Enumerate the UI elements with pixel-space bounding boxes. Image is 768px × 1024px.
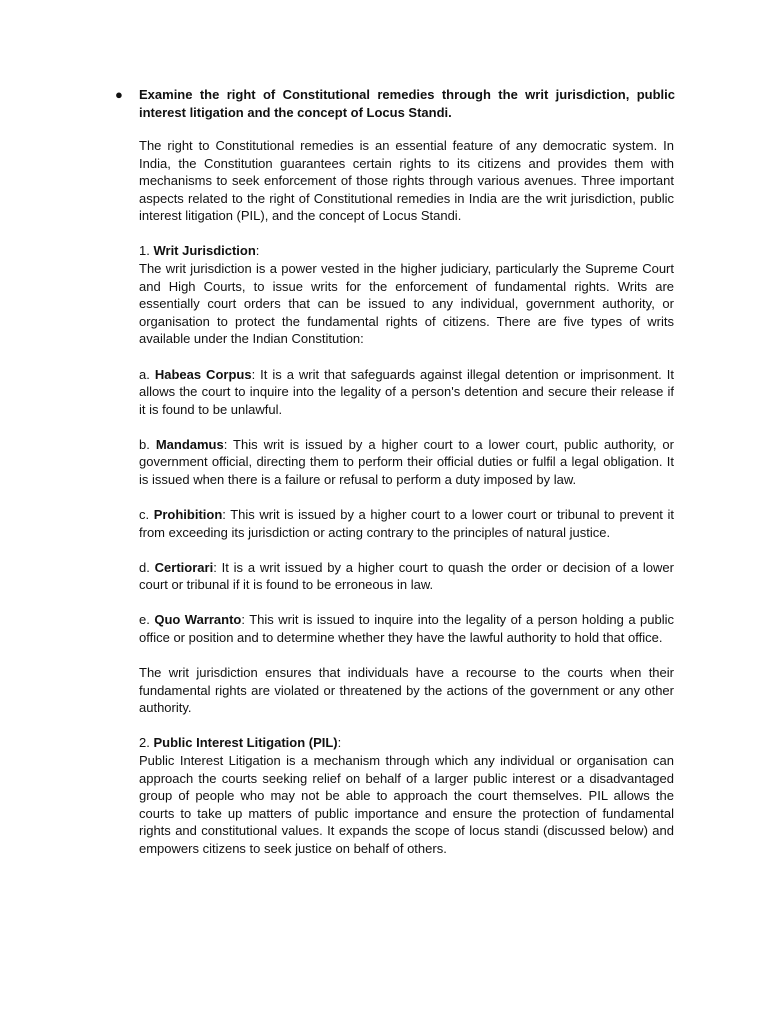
writ-letter: b. bbox=[139, 436, 156, 452]
writ-name: Mandamus bbox=[155, 436, 224, 452]
writ-description: : It is a writ that safeguards against illegal detention or imprisonment. It allows the court to inquire into the legality of a person's detention and secure their release if it is found to be unlawful. bbox=[139, 366, 674, 417]
intro-paragraph: The right to Constitutional remedies is an essential feature of any democratic system. In India, the Constitution guarantees certain rights to its citizens and provides them with mechanisms to seek enforcement of those rights through various avenues. Three important aspects related to the right of Constitutional remedies in India are the writ jurisdiction, public interest litigation (PIL), and the concept of Locus Standi. bbox=[139, 138, 674, 224]
section-2-colon: : bbox=[337, 735, 342, 751]
section-2-heading bbox=[139, 734, 674, 752]
section-2-title: Public Interest Litigation (PIL) bbox=[153, 735, 338, 751]
section-1-title: Writ Jurisdiction bbox=[153, 243, 256, 259]
writ-mandamus bbox=[139, 436, 674, 489]
section-1-body: The writ jurisdiction is a power vested in the higher judiciary, particularly the Supreme Court and High Courts, to issue writs for the enforcement of fundamental rights. Writs are essentially court orders that can be issued to any individual, government authority, or organisation to protect the fundamental rights of citizens. There are five types of writs available under the Indian Constitution: bbox=[139, 261, 674, 347]
writ-name: Prohibition bbox=[153, 507, 223, 523]
question-item bbox=[115, 86, 675, 121]
bullet-icon: ● bbox=[115, 87, 123, 102]
section-1-heading bbox=[139, 242, 674, 260]
writ-name: Habeas Corpus bbox=[154, 366, 252, 382]
writ-habeas-corpus bbox=[139, 366, 674, 419]
writ-name: Quo Warranto bbox=[154, 612, 242, 628]
writ-letter: c. bbox=[139, 507, 154, 523]
answer-body bbox=[139, 137, 674, 875]
writ-name: Certiorari bbox=[154, 559, 214, 575]
writ-description: : This writ is issued by a higher court to a lower court or tribunal to prevent it from exceeding its jurisdiction or acting contrary to the principles of natural justice. bbox=[139, 507, 674, 540]
section-1-colon: : bbox=[255, 243, 260, 259]
writ-description: : It is a writ issued by a higher court to quash the order or decision of a lower court or tribunal if it is found to be erroneous in law. bbox=[139, 559, 674, 593]
section-2-number: 2. bbox=[139, 735, 154, 751]
writ-letter: d. bbox=[139, 559, 155, 575]
writ-letter: a. bbox=[139, 366, 155, 382]
section-1-number: 1. bbox=[139, 243, 154, 259]
writ-certiorari bbox=[139, 559, 674, 594]
writ-summary-paragraph: The writ jurisdiction ensures that individuals have a recourse to the courts when their fundamental rights are violated or threatened by the actions of the government or any other authority. bbox=[139, 665, 674, 716]
writ-description: : This writ is issued to inquire into the legality of a person holding a public office or position and to determine whether they have the lawful authority to hold that office. bbox=[139, 612, 674, 646]
writ-letter: e. bbox=[139, 612, 155, 628]
question-heading: Examine the right of Constitutional remedies through the writ jurisdiction, public interest litigation and the concept of Locus Standi. bbox=[139, 87, 675, 120]
writ-description: : This writ is issued by a higher court to a lower court, public authority, or government official, directing them to perform their official duties or fulfil a legal obligation. It is issued when there is a failure or refusal to perform a duty imposed by law. bbox=[139, 436, 674, 487]
section-2-body: Public Interest Litigation is a mechanism through which any individual or organisation can approach the courts seeking relief on behalf of a larger public interest or a disadvantaged group of people who may not be able to approach the court themselves. PIL allows the courts to take up matters of public importance and ensure the protection of fundamental rights and constitutional values. It expands the scope of locus standi (discussed below) and empowers citizens to seek justice on behalf of others. bbox=[139, 753, 674, 856]
writ-prohibition bbox=[139, 506, 674, 541]
writ-quo-warranto bbox=[139, 611, 674, 646]
